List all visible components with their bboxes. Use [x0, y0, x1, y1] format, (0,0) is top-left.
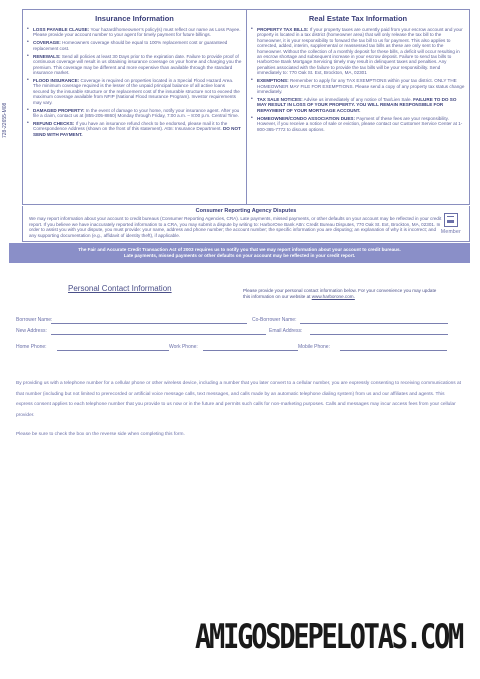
credit-disputes-section	[22, 206, 470, 242]
insurance-item	[27, 27, 242, 38]
item-text: Remember to apply for any TAX EXEMPTIONS within your tax district. ONLY THE HOMEOWNER MAY FILE FOR EXEMPTIONS. Please send a copy of any property tax status change immediately.	[257, 78, 465, 95]
website-link[interactable]: www.harborone.com.	[311, 294, 355, 300]
item-text: If you have an insurance refund check to be endorsed, please mail it to the Correspondence Address (shown on the front of this statement). Attn: Insurance Department.	[33, 121, 228, 132]
insurance-item	[27, 121, 242, 137]
side-form-code: 728-22655-M08	[2, 102, 8, 138]
item-title: LOSS PAYABLE CLAUSE:	[33, 27, 90, 32]
item-title: PROPERTY TAX BILLS:	[257, 27, 309, 32]
item-caps: FAILURE TO DO SO MAY RESULT IN LOSS OF YOUR PROPERTY. YOU WILL REMAIN RESPONSIBLE FOR REPAYMENT OF YOUR MORTGAGE ACCOUNT.	[257, 97, 457, 113]
contact-note-text: Please provide your personal contact information below. For your convenience you may update this information on our website at	[243, 288, 437, 300]
insurance-column	[23, 10, 247, 204]
item-text: Payment of these fees are your responsibility. However, if you receive a notice of sale or eviction, please contact our Customer Service Center at 1-800-365-7772 to discuss options.	[257, 115, 463, 132]
borrower-name-label: Borrower Name:	[16, 317, 53, 323]
notice-line-2: Late payments, missed payments or other defaults on your account may be reflected in your credit report.	[123, 253, 356, 258]
borrower-name-field[interactable]	[51, 323, 247, 324]
notice-line-1: The Fair and Accurate Credit Transaction Act of 2003 requires us to notify you that we may report information about your account to credit bureaus.	[78, 247, 401, 252]
equal-housing-lender-logo	[439, 213, 463, 235]
item-title: TAX SALE NOTICES:	[257, 97, 303, 103]
item-text: Homeowners coverage should be equal to 100% replacement cost or guaranteed replacement cost.	[33, 40, 228, 51]
tax-item	[251, 27, 465, 76]
item-text: Your hazard/homeowner’s policy(s) must reflect our name as Loss Payee. Please provide your account number to your agent for timely payment for future billings.	[33, 27, 241, 38]
home-phone-label: Home Phone:	[16, 344, 47, 350]
item-caps: DO NOT SEND WITH PAYMENT.	[33, 126, 241, 137]
consent-reminder: Please be sure to check the box on the reverse side when completing this form.	[16, 432, 185, 438]
insurance-item	[27, 108, 242, 119]
insurance-item	[27, 40, 242, 51]
mobile-phone-label: Mobile Phone:	[298, 344, 330, 350]
item-text: Send all policies at least 30 Days prior to the expiration date. Failure to provide proof of continuous coverage will result in us obtaining insurance coverage on your home and charging you the premium. This coverage may be different and more expensive than available through the standard insurance market.	[33, 53, 242, 76]
item-text: Coverage is required on properties located in a Special Flood Hazard Area. The minimum coverage required is the lesser of the unpaid principal balance of all active loans secured by the insurable structure or the replacement cost of the insurable structure not to exceed the maximum coverage available from NFIP (National Flood Insurance Program). Investor requirements may vary.	[33, 78, 240, 105]
co-borrower-name-field[interactable]	[300, 323, 448, 324]
item-title: HOMEOWNER/CONDO ASSOCIATION DUES:	[257, 115, 356, 121]
item-title: FLOOD INSURANCE:	[33, 78, 80, 84]
email-address-label: Email Address:	[269, 328, 303, 334]
item-text: Advise us immediately of any notice of Tax/Lien Sale.	[303, 97, 412, 103]
fact-act-notice-band	[9, 243, 470, 263]
telephone-consent	[16, 379, 462, 450]
item-title: DAMAGED PROPERTY:	[33, 107, 85, 113]
insurance-item	[27, 54, 242, 76]
work-phone-field[interactable]	[203, 350, 298, 351]
info-box	[22, 9, 470, 205]
item-title: REFUND CHECKS:	[33, 121, 75, 127]
item-title: COVERAGE:	[33, 40, 61, 46]
home-phone-field[interactable]	[57, 350, 169, 351]
tax-item	[251, 97, 465, 113]
item-text: In the event of damage to your home, notify your insurance agent. After you file a claim, contact us at (855-205-8860) Monday through Friday, 7:00 a.m. – 8:00 p.m. Central Time.	[33, 107, 240, 119]
insurance-item	[27, 78, 242, 105]
work-phone-label: Work Phone:	[169, 344, 198, 350]
item-title: RENEWALS:	[33, 53, 61, 59]
consent-paragraph: By providing us with a telephone number for a cellular phone or other wireless device, including a number that you later convert to a cellular number, you are expressly consenting to receiving communications at that number (including but not limited to prerecorded or artificial voice message calls, text messages, and calls made by an automatic telephone dialing system) from us and our affiliates and agents. This express consent applies to each telephone number that you provide to us now or in the future and permits such calls for non-marketing purposes. Calls and messages may incur access fees from your cellular provider.	[16, 381, 462, 418]
email-address-field[interactable]	[310, 334, 448, 335]
new-address-field[interactable]	[51, 334, 266, 335]
contact-note	[243, 288, 443, 301]
item-title: EXEMPTIONS:	[257, 78, 289, 84]
watermark: AMIGOSDEPELOTAS.COM	[195, 618, 463, 657]
tax-item	[251, 78, 465, 94]
insurance-heading: Insurance Information	[95, 14, 174, 23]
disputes-heading: Consumer Reporting Agency Disputes	[195, 208, 297, 214]
mobile-phone-field[interactable]	[340, 350, 447, 351]
equal-housing-icon	[444, 213, 458, 227]
real-estate-heading: Real Estate Tax Information	[308, 14, 408, 23]
personal-contact-heading: Personal Contact Information	[68, 284, 172, 293]
tax-item	[251, 116, 465, 132]
real-estate-tax-column	[247, 10, 469, 204]
co-borrower-name-label: Co-Borrower Name:	[252, 317, 297, 323]
disputes-body: We may report information about your account to credit bureaus (Consumer Reporting Agencies, CRA). Late payments, missed payments, or other defaults on your account may be reflected in your credit report. If you believe we have inaccurately reported information to a CRA, you may submit a dispute by writing to: HarborOne Bank Attn: Credit Bureau Disputes, 770 Oak St. Ext, Brockton, MA, 02301. In order to assist you with your dispute, you must provide: your name, address and phone number; the account number; the specific information you are disputing; an explanation of why it is incorrect; and any supporting documentation (e.g., affidavit of identity theft), if applicable.	[29, 216, 442, 238]
new-address-label: New Address:	[16, 328, 47, 334]
item-text: If your property taxes are currently paid from your escrow account and your property is located in a tax district (homeowner area) that will only release the tax bill to the homeowner, it is your responsibility to forward the tax bill to us for payment. This also applies to corrected, added, interim, supplemental or reassessed tax bills as these are only sent to the homeowner. Without the collection of a monthly deposit for these bills, a deficit will occur resulting in an escrow shortage and subsequent increase in your escrow deposit. Failure to send tax bills to HarborOne Bank Mortgage Servicing timely may result in delinquent taxes and penalties. Any penalties associated with the failure to provide the tax bills will be your responsibility. Send immediately to: 770 Oak St. Ext, Brockton, MA, 02301	[257, 27, 463, 76]
ehl-member-label: Member	[440, 229, 462, 235]
